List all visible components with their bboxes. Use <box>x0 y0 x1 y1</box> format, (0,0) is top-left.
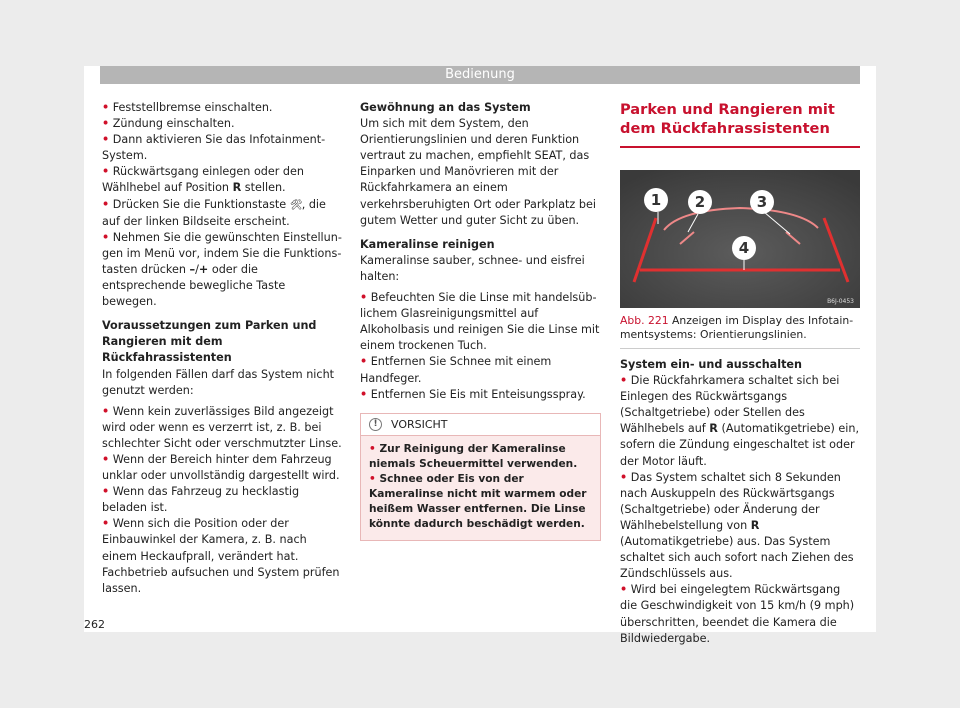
list-item: • Wenn der Bereich hinter dem Fahrzeug unklar oder unvollständig dargestellt wird. <box>102 452 340 483</box>
warning-icon: ! <box>369 418 382 431</box>
warning-box <box>360 413 601 541</box>
list-item: • Das System schaltet sich 8 Sekunden nach Auskuppeln des Rückwärtsgangs (Schaltgetriebe) oder Änderung der Wählhebelstellung von R (Automatikgetriebe) aus. Das System schaltet sich auch sofort nach Ziehen des Zündschlüssels aus. <box>620 470 854 581</box>
callout-1: 1 <box>650 191 662 209</box>
section-heading: Kameralinse reinigen <box>360 237 495 251</box>
page-header: Bedienung <box>100 66 860 84</box>
section-heading: System ein- und ausschalten <box>620 358 802 371</box>
list-item: • Zündung einschalten. <box>102 117 235 131</box>
list-item: • Wenn kein zuverlässiges Bild angezeigt wird oder wenn es verzerrt ist, z. B. bei schlechter Sicht oder verschmutzter Linse. <box>102 404 342 450</box>
rear-camera-function-icon: 🛠 <box>289 199 303 211</box>
callout-4: 4 <box>738 239 750 257</box>
list-item: • Dann aktivieren Sie das Infotainment-System. <box>102 133 326 163</box>
list-item: • Nehmen Sie die gewünschten Einstellungen im Menü vor, indem Sie die Funktionstasten drücken –/+ oder die entsprechende bewegliche Taste bewegen. <box>102 230 342 309</box>
list-item: • Entfernen Sie Eis mit Enteisungsspray. <box>360 387 586 401</box>
warning-title: VORSICHT <box>391 417 448 431</box>
paragraph: In folgenden Fällen darf das System nicht genutzt werden: <box>102 367 335 397</box>
list-item: • Wenn sich die Position oder der Einbauwinkel der Kamera, z. B. nach einem Heckaufprall, verändert hat. Fachbetrieb aufsuchen und System prüfen lassen. <box>102 517 340 595</box>
list-item: • Wenn das Fahrzeug zu hecklastig beladen ist. <box>102 485 300 515</box>
list-item: • Zur Reinigung der Kameralinse niemals Scheuermittel verwenden. <box>369 442 578 470</box>
paragraph: Um sich mit dem System, den Orientierungslinien und deren Funktion vertraut zu machen, empfiehlt SEAT, das Einparken und Manövrieren mit der Rückfahrkamera an einem verkehrsberuhigten Ort oder Parkplatz bei gutem Wetter und guter Sicht zu üben. <box>360 117 596 227</box>
warning-header <box>361 414 600 436</box>
list-item: • Entfernen Sie Schnee mit einem Handfeger. <box>360 355 552 385</box>
section-heading: Voraussetzungen zum Parken und Rangieren mit dem Rückfahrassistenten <box>102 319 317 365</box>
orientation-lines-illustration <box>620 170 860 308</box>
list-item: • Die Rückfahrkamera schaltet sich bei Einlegen des Rückwärtsgangs (Schaltgetriebe) oder Stellen des Wählhebels auf R (Automatikgetriebe) ein, sofern die Zündung eingeschaltet ist oder der Motor läuft. <box>620 374 860 468</box>
list-item: • Befeuchten Sie die Linse mit handelsüblichem Glasreinigungsmittel auf Alkoholbasis und reinigen Sie die Linse mit einem trockenen Tuch. <box>360 291 600 353</box>
list-item: • Schnee oder Eis von der Kameralinse nicht mit warmem oder heißem Wasser entfernen. Die Linse könnte dadurch beschädigt werden. <box>369 472 587 530</box>
warning-body <box>361 436 600 540</box>
section-title: Parken und Rangieren mit dem Rückfahrassistenten <box>620 100 860 148</box>
callout-2: 2 <box>694 193 706 211</box>
section-heading: Gewöhnung an das System <box>360 101 531 114</box>
column-1 <box>102 100 342 597</box>
column-2 <box>360 100 601 541</box>
figure-caption: Abb. 221 Anzeigen im Display des Infotainmentsystems: Orientierungslinien. <box>620 314 860 349</box>
column-3 <box>620 100 860 647</box>
page-number: 262 <box>84 618 105 631</box>
list-item: • Rückwärtsgang einlegen oder den Wählhebel auf Position R stellen. <box>102 165 304 195</box>
figure-code: B6J-0453 <box>827 298 854 305</box>
paragraph: Kameralinse sauber, schnee- und eisfrei halten: <box>360 253 585 283</box>
list-item: • Feststellbremse einschalten. <box>102 101 273 114</box>
camera-display-figure <box>620 170 860 308</box>
list-item: • Drücken Sie die Funktionstaste 🛠, die auf der linken Bildseite erscheint. <box>102 197 326 228</box>
callout-3: 3 <box>756 193 768 211</box>
list-item: • Wird bei eingelegtem Rückwärtsgang die Geschwindigkeit von 15 km/h (9 mph) überschritten, beendet die Kamera die Bildwiedergabe. <box>620 583 855 645</box>
